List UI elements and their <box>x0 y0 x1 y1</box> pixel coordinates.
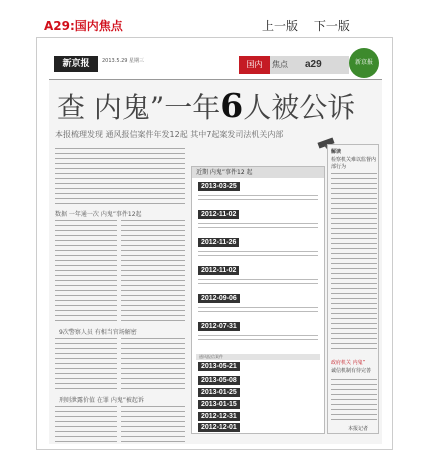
date-line: 2013.5.29 星期三 <box>102 58 145 64</box>
timeline-date: 2012-12-01 <box>198 423 240 432</box>
article-lead <box>55 146 185 206</box>
top-bar <box>0 0 427 33</box>
timeline-date: 2012-11-02 <box>198 266 239 275</box>
timeline-text <box>198 333 318 341</box>
article-col-5 <box>55 404 117 442</box>
timeline-date: 2013-03-25 <box>198 182 240 191</box>
article-col-2 <box>121 218 185 323</box>
timeline-divider: 通风报信案件 <box>196 354 320 360</box>
subhead: 本报梳理发现 通风报信案件年发12起 其中7起案发司法机关内部 <box>55 130 284 139</box>
timeline-entry <box>192 236 324 262</box>
newspaper-page-frame[interactable] <box>36 37 393 450</box>
timeline-text <box>198 249 318 257</box>
page-nav <box>262 17 362 34</box>
timeline-entry <box>192 264 324 290</box>
commentary-sidebar <box>327 144 379 434</box>
timeline-date: 2012-07-31 <box>198 322 240 331</box>
page-number: a29 <box>305 59 322 70</box>
side-lower-sub: 诚信机制有待完善 <box>331 368 372 374</box>
side-author: 本报记者 <box>348 426 369 432</box>
section-label: 国内 <box>239 56 270 74</box>
side-lower-text <box>331 377 377 423</box>
article-col-4 <box>121 336 185 391</box>
article-subtitle-2: 9次警察人员 有相当官场解密 <box>59 329 137 336</box>
timeline-entry <box>192 292 324 318</box>
prev-page-link[interactable]: 上一版 <box>262 19 299 33</box>
timeline-date: 2012-12-31 <box>198 412 240 421</box>
headline-number: 6 <box>220 86 244 125</box>
article-col-3 <box>55 336 117 391</box>
timeline-date: 2012-09-06 <box>198 294 240 303</box>
newspaper-page <box>49 46 382 444</box>
side-subtitle: 检察机关难以监督内部行为 <box>331 157 377 170</box>
newspaper-logo: 新京报 <box>54 56 98 72</box>
article-subtitle-1: 数据 一年通一次 内鬼”事件12起 <box>55 211 142 218</box>
timeline-entry <box>192 421 324 433</box>
timeline-text <box>198 305 318 313</box>
timeline-entry <box>192 350 324 370</box>
timeline-text <box>198 221 318 229</box>
headline <box>57 86 355 126</box>
headline-part2: 人被公诉 <box>243 91 356 124</box>
article-subtitle-3: 刑则泄露价值 在罪 内鬼”被起诉 <box>59 397 144 404</box>
side-text <box>331 171 377 351</box>
badge: 新京报 <box>349 48 379 78</box>
page-code: A29:国内焦点 <box>44 19 123 33</box>
timeline-header: 近期 内鬼”事件12 起 <box>192 167 324 178</box>
timeline-text <box>198 277 318 285</box>
timeline-date: 2013-05-21 <box>198 362 240 371</box>
timeline-box <box>191 166 325 434</box>
timeline-date: 2012-11-02 <box>198 210 239 219</box>
article-col-6 <box>121 404 185 442</box>
next-page-link[interactable]: 下一版 <box>313 19 350 33</box>
headline-part1: 查 内鬼”一年 <box>57 91 221 124</box>
masthead <box>49 46 382 80</box>
timeline-date: 2012-11-26 <box>198 238 239 247</box>
article-col-1 <box>55 218 117 323</box>
section-sub: 焦点 <box>272 60 288 69</box>
timeline-date: 2013-05-08 <box>198 376 240 385</box>
timeline-entry <box>192 208 324 234</box>
timeline-entry <box>192 180 324 206</box>
timeline-entry <box>192 320 324 346</box>
timeline-date: 2013-01-15 <box>198 400 240 409</box>
side-title: 解读 <box>331 149 342 155</box>
section-bar <box>239 56 349 74</box>
timeline-text <box>198 193 318 201</box>
side-lower-title: 政府机关 内鬼” <box>331 360 366 366</box>
timeline-date: 2013-01-25 <box>198 388 240 397</box>
